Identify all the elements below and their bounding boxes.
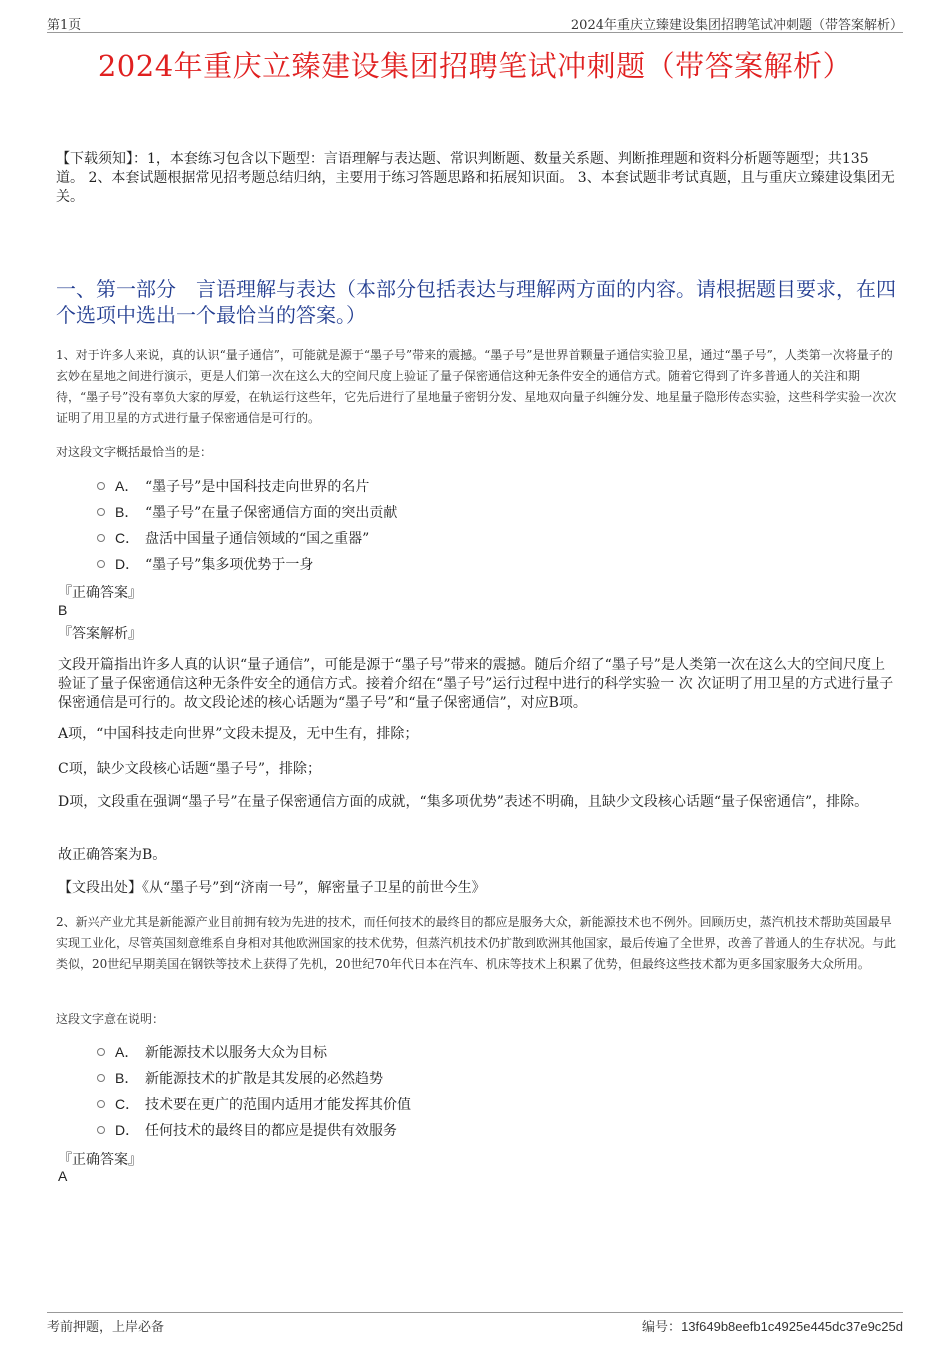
download-notice: 【下载须知】：1，本套练习包含以下题型：言语理解与表达题、常识判断题、数量关系题、判断推理题和资料分析题等题型；共135道。 2、本套试题根据常见招考题总结归纳，主要用于练习答题思路和拓展知识面。 3、本套试题非考试真题，且与重庆立臻建设集团无关。: [56, 151, 895, 205]
option-text: 任何技术的最终目的都应是提供有效服务: [145, 1123, 397, 1139]
option-text: “墨子号”是中国科技走向世界的名片: [145, 479, 370, 495]
code-value: 13f649b8eefb1c4925e445dc37e9c25d: [681, 1319, 903, 1334]
radio-icon[interactable]: [97, 1048, 105, 1056]
analysis-conclusion: 故正确答案为B。: [58, 847, 167, 863]
analysis-note-a: A项，“中国科技走向世界”文段未提及，无中生有，排除；: [58, 726, 419, 742]
question-1-option-d[interactable]: D． “墨子号”集多项优势于一身: [97, 554, 313, 574]
document-title: 2024年重庆立臻建设集团招聘笔试冲刺题（带答案解析）: [97, 49, 853, 83]
header-doc-title: 2024年重庆立臻建设集团招聘笔试冲刺题（带答案解析）: [570, 18, 903, 33]
page-footer: [47, 1312, 903, 1335]
radio-icon[interactable]: [97, 534, 105, 542]
analysis-label: 『答案解析』: [58, 626, 142, 642]
question-2-option-d[interactable]: D． 任何技术的最终目的都应是提供有效服务: [97, 1120, 397, 1140]
question-1-option-a[interactable]: A． “墨子号”是中国科技走向世界的名片: [97, 476, 369, 496]
code-label: 编号：: [642, 1320, 682, 1335]
option-text: “墨子号”集多项优势于一身: [145, 557, 314, 573]
document-code: [642, 1316, 903, 1335]
radio-icon[interactable]: [97, 560, 105, 568]
analysis-text: 文段开篇指出许多人真的认识“量子通信”，可能是源于“墨子号”带来的震撼。随后介绍了“墨子号”是人类第一次在这么大的空间尺度上验证了量子保密通信这种无条件安全的通信方式。接着介绍在“墨子号”运行过程中进行的科学实验一 次 次证明了用卫星的方式进行量子保密通信是可行的。故文段论述的核心话题为“墨子号”和“量子保密通信”，对应B项。: [58, 657, 894, 711]
correct-answer-value: A: [58, 1168, 68, 1184]
question-2-option-c[interactable]: C． 技术要在更广的范围内适用才能发挥其价值: [97, 1094, 411, 1114]
option-text: 新能源技术的扩散是其发展的必然趋势: [145, 1071, 383, 1087]
correct-answer-label: 『正确答案』: [58, 1152, 142, 1168]
radio-icon[interactable]: [97, 482, 105, 490]
question-2-passage: 2、新兴产业尤其是新能源产业目前拥有较为先进的技术，而任何技术的最终目的都应是服务大众，新能源技术也不例外。回顾历史，蒸汽机技术帮助英国最早实现工业化，尽管英国刻意维系自身相对其他欧洲国家的技术优势，但蒸汽机技术仍扩散到欧洲其他国家，最后传遍了全世界，改善了普通人的生存状况。与此类似，20世纪早期美国在钢铁等技术上获得了先机，20世纪70年代日本在汽车、机床等技术上积累了优势，但最终这些技术都为更多国家服务大众所用。: [56, 915, 897, 971]
radio-icon[interactable]: [97, 1074, 105, 1082]
option-text: 盘活中国量子通信领域的“国之重器”: [145, 531, 370, 547]
question-1-prompt: 对这段文字概括最恰当的是：: [56, 445, 213, 459]
question-1-option-c[interactable]: C． 盘活中国量子通信领域的“国之重器”: [97, 528, 369, 548]
question-1-option-b[interactable]: B． “墨子号”在量子保密通信方面的突出贡献: [97, 502, 397, 522]
correct-answer-value: B: [58, 602, 68, 618]
option-text: “墨子号”在量子保密通信方面的突出贡献: [145, 505, 398, 521]
radio-icon[interactable]: [97, 1100, 105, 1108]
page-number: 第1页: [47, 18, 82, 33]
question-1-passage: 1、对于许多人来说，真的认识“量子通信”，可能就是源于“墨子号”带来的震撼。“墨子号”是世界首颗量子通信实验卫星，通过“墨子号”，人类第一次将量子的玄妙在星地之间进行演示，更是人们第一次在这么大的空间尺度上验证了量子保密通信这种无条件安全的通信方式。随着它得到了许多普通人的关注和期待，“墨子号”没有辜负大家的厚爱，在轨运行这些年，它先后进行了星地量子密钥分发、星地双向量子纠缠分发、地星量子隐形传态实验，这些科学实验一次次证明了用卫星的方式进行量子保密通信是可行的。: [56, 348, 897, 425]
question-2-option-a[interactable]: A． 新能源技术以服务大众为目标: [97, 1042, 327, 1062]
option-text: 新能源技术以服务大众为目标: [145, 1045, 327, 1061]
correct-answer-label: 『正确答案』: [58, 585, 142, 601]
footer-slogan: 考前押题，上岸必备: [47, 1320, 165, 1335]
question-2-prompt: 这段文字意在说明：: [56, 1012, 165, 1026]
option-text: 技术要在更广的范围内适用才能发挥其价值: [145, 1097, 411, 1113]
question-2-option-b[interactable]: B． 新能源技术的扩散是其发展的必然趋势: [97, 1068, 383, 1088]
passage-source: 【文段出处】《从“墨子号”到“济南一号”，解密量子卫星的前世今生》: [58, 880, 486, 896]
section-heading: 一、第一部分 言语理解与表达（本部分包括表达与理解两方面的内容。请根据题目要求，在四个选项中选出一个最恰当的答案。）: [56, 277, 896, 327]
radio-icon[interactable]: [97, 1126, 105, 1134]
analysis-note-d: D项，文段重在强调“墨子号”在量子保密通信方面的成就，“集多项优势”表述不明确，且缺少文段核心话题“量子保密通信”，排除。: [58, 794, 869, 810]
page-header: [47, 14, 903, 33]
analysis-note-c: C项，缺少文段核心话题“墨子号”，排除；: [58, 761, 322, 777]
radio-icon[interactable]: [97, 508, 105, 516]
